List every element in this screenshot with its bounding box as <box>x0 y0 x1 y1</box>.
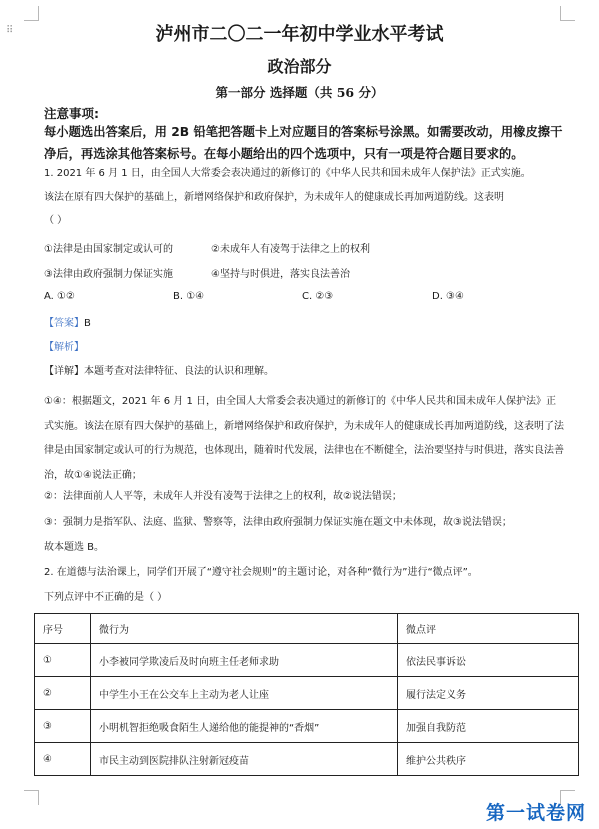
q1-option-b: B. ①④ <box>173 291 205 302</box>
table-header-cell: 微行为 <box>91 614 398 644</box>
table-row <box>35 710 579 743</box>
q1-para-3: ③：强制力是指军队、法庭、监狱、警察等，法律由政府强制力保证实施在题文中未体现，故③说法错误； <box>44 517 512 528</box>
micro-behavior-table <box>34 613 579 776</box>
table-header-cell: 微点评 <box>398 614 579 644</box>
table-cell: ① <box>35 644 91 677</box>
table-cell: ③ <box>35 710 91 743</box>
detail-tag: 【详解】 <box>44 366 84 377</box>
drag-handle-icon[interactable]: ⠿ <box>6 25 15 36</box>
q1-stem-line: 该法在原有四大保护的基础上，新增网络保护和政府保护，为未成年人的健康成长再加两道防线。这表明 <box>44 192 504 203</box>
table-row <box>35 677 579 710</box>
answer-tag: 【答案】 <box>44 318 84 329</box>
q1-detail <box>44 365 564 378</box>
table-header-cell: 序号 <box>35 614 91 644</box>
section-title: 第一部分 选择题（共 56 分） <box>215 85 384 100</box>
subject-title: 政治部分 <box>267 57 332 76</box>
table-cell: 市民主动到医院排队注射新冠疫苗 <box>91 743 398 776</box>
answer-value: B <box>84 318 91 329</box>
q2-stem-line: 2. 在道德与法治课上，同学们开展了“遵守社会规则”的主题讨论，对各种“微行为”进行“微点评”。 <box>44 567 478 578</box>
exam-title: 泸州市二〇二一年初中学业水平考试 <box>155 24 444 45</box>
q1-para-1: ①④：根据题文，2021 年 6 月 1 日，由全国人大常委会表决通过的新修订的《中华人民共和国未成年人保护法》正式实施。该法在原有四大保护的基础上，新增网络保护和政府保护，为未成年人的健康成长再加两道防线，这表明了法律是由国家制定或认可的行为规范，也体现出，随着时代发展，法律也在不断健全，法治要坚持与时俱进，落实良法善治，故①④说法正确； <box>44 396 564 481</box>
site-watermark: 第一试卷网 <box>486 802 587 824</box>
q1-item: ②未成年人有凌驾于法律之上的权利 <box>211 244 370 255</box>
table-row <box>35 743 579 776</box>
table-cell: 履行法定义务 <box>398 677 579 710</box>
table-cell: 维护公共秩序 <box>398 743 579 776</box>
crop-mark-top-right <box>560 6 575 21</box>
q1-answer <box>44 317 564 330</box>
detail-text: 本题考查对法律特征、良法的认识和理解。 <box>84 366 274 377</box>
table-cell: ② <box>35 677 91 710</box>
crop-mark-top-left <box>24 6 39 21</box>
q1-stem-line: （ ） <box>44 215 68 226</box>
table-header-row <box>35 614 579 644</box>
q1-item: ③法律由政府强制力保证实施 <box>44 269 173 280</box>
table-cell: 依法民事诉讼 <box>398 644 579 677</box>
q2-stem-line: 下列点评中不正确的是（ ） <box>44 592 168 603</box>
q1-option-d: D. ③④ <box>432 291 464 302</box>
q1-item: ④坚持与时俱进，落实良法善治 <box>211 269 350 280</box>
analysis-tag: 【解析】 <box>44 342 84 353</box>
notice-heading: 注意事项: <box>44 106 99 121</box>
table-cell: ④ <box>35 743 91 776</box>
q1-para-2: ②：法律面前人人平等，未成年人并没有凌驾于法律之上的权利，故②说法错误； <box>44 491 402 502</box>
notice-text: 每小题选出答案后，用 2B 铅笔把答题卡上对应题目的答案标号涂黑。如需要改动，用橡皮擦干净后，再选涂其他答案标号。在每小题给出的四个选项中，只有一项是符合题目要求的。 <box>44 125 563 161</box>
q1-analysis <box>44 341 564 354</box>
table-cell: 小明机智拒绝吸食陌生人递给他的能提神的“香烟” <box>91 710 398 743</box>
q1-option-c: C. ②③ <box>302 291 334 302</box>
table-cell: 小李被同学欺凌后及时向班主任老师求助 <box>91 644 398 677</box>
q1-conclusion: 故本题选 B。 <box>44 542 105 553</box>
q1-stem-line: 1. 2021 年 6 月 1 日，由全国人大常委会表决通过的新修订的《中华人民共和国未成年人保护法》正式实施。 <box>44 168 531 179</box>
table-cell: 加强自我防范 <box>398 710 579 743</box>
table-cell: 中学生小王在公交车上主动为老人让座 <box>91 677 398 710</box>
q1-item: ①法律是由国家制定或认可的 <box>44 244 173 255</box>
table-row <box>35 644 579 677</box>
crop-mark-bottom-left <box>24 790 39 805</box>
q1-option-a: A. ①② <box>44 291 75 302</box>
